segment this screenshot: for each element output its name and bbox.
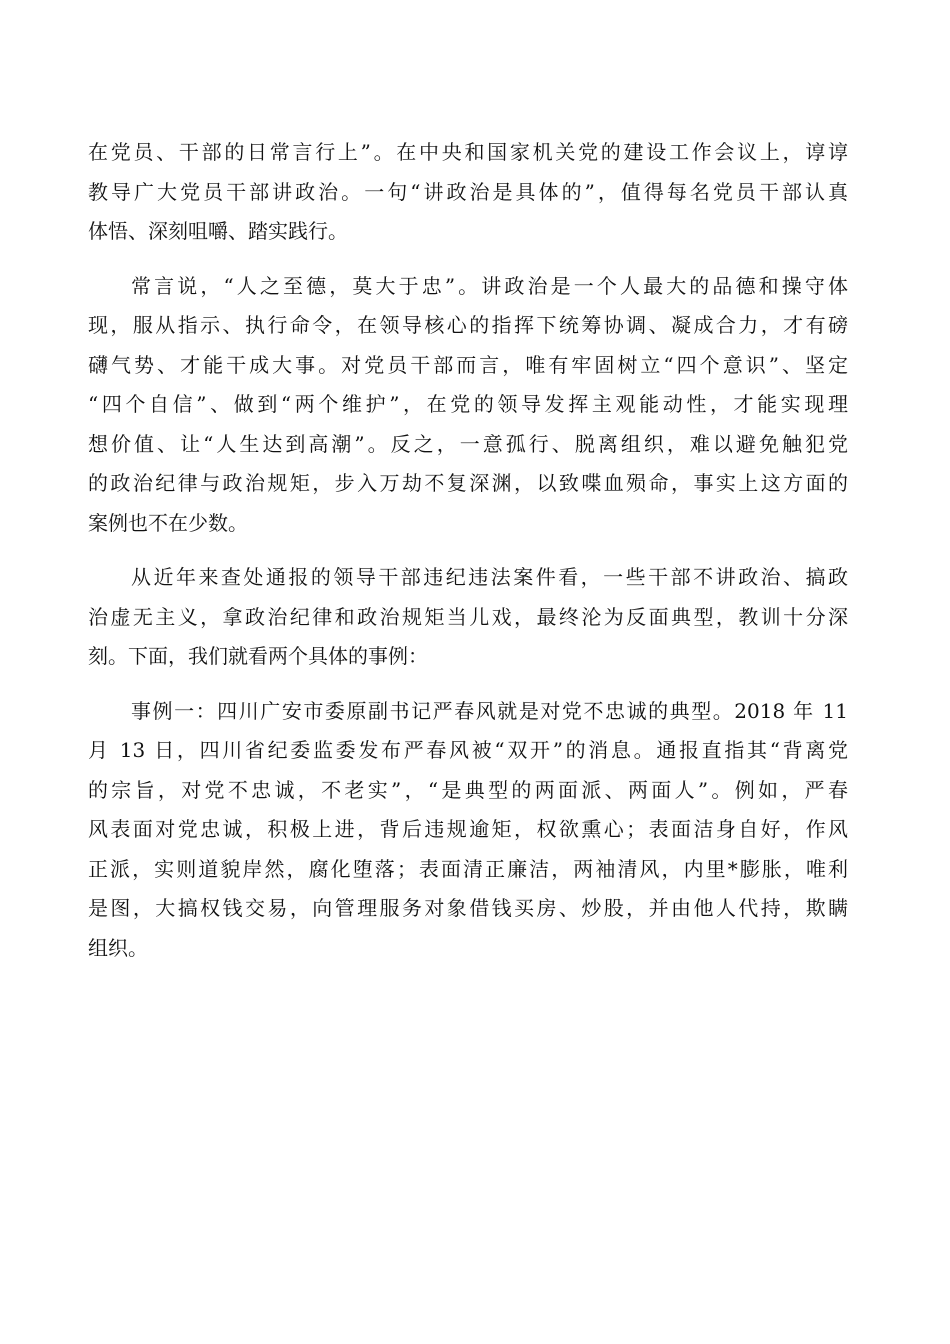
paragraph-3 [88,558,848,677]
text-line: 是图，大搞权钱交易，向管理服务对象借钱买房、炒股，并由他人代持，欺瞒 [88,896,848,920]
text-line: 治虚无主义，拿政治纪律和政治规矩当儿戏，最终沦为反面典型，教训十分深 [88,604,848,629]
paragraph-4 [88,692,848,969]
text-line: 组织。 [88,935,148,960]
paragraph-2 [88,267,848,544]
document-body [88,133,848,983]
text-line: 想价值、让“人生达到高潮”。反之，一意孤行、脱离组织，难以避免触犯党 [88,431,848,456]
text-line: 事例一：四川广安市委原副书记严春风就是对党不忠诚的典型。2018 年 11 [131,698,848,723]
text-line: 正派，实则道貌岸然，腐化堕落；表面清正廉洁，两袖清风，内里*膨胀，唯利 [88,856,848,881]
text-line: 风表面对党忠诚，积极上进，背后违规逾矩，权欲熏心；表面洁身自好，作风 [88,817,848,841]
text-line: “四个自信”、做到“两个维护”，在党的领导发挥主观能动性，才能实现理 [88,392,848,416]
text-line: 体悟、深刻咀嚼、踏实践行。 [88,219,348,243]
text-line: 的宗旨，对党不忠诚，不老实”，“是典型的两面派、两面人”。例如，严春 [88,777,848,802]
text-line: 在党员、干部的日常言行上”。在中央和国家机关党的建设工作会议上，谆谆 [88,140,848,164]
text-line: 现，服从指示、执行命令，在领导核心的指挥下统筹协调、凝成合力，才有磅 [88,313,848,337]
text-line: 月 13 日，四川省纪委监委发布严春风被“双开”的消息。通报直指其“背离党 [88,738,848,762]
text-line: 从近年来查处通报的领导干部违纪违法案件看，一些干部不讲政治、搞政 [131,565,848,589]
text-line: 的政治纪律与政治规矩，步入万劫不复深渊，以致喋血殒命，事实上这方面的 [88,471,848,495]
text-line: 礴气势、才能干成大事。对党员干部而言，唯有牢固树立“四个意识”、坚定 [88,352,848,377]
text-line: 常言说，“人之至德，莫大于忠”。讲政治是一个人最大的品德和操守体 [131,273,848,298]
text-line: 教导广大党员干部讲政治。一句“讲政治是具体的”，值得每名党员干部认真 [88,179,848,204]
paragraph-1 [88,133,848,252]
text-line: 刻。下面，我们就看两个具体的事例： [88,644,428,668]
text-line: 案例也不在少数。 [88,510,248,535]
